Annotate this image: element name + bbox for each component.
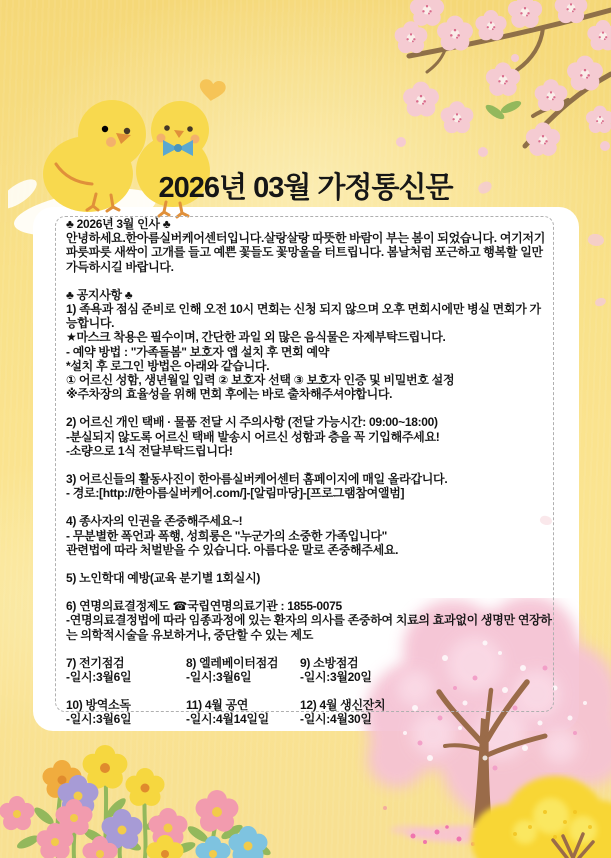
schedule-title: 7) 전기점검 bbox=[66, 655, 125, 670]
schedule-date: -일시:3월6일 bbox=[186, 670, 252, 685]
notice-line: ① 어르신 성함, 생년월일 입력 ② 보호자 선택 ③ 보호자 인증 및 비밀번호 설정 bbox=[66, 373, 455, 388]
notice-line: 관련법에 따라 처벌받을 수 있습니다. 아름다운 말로 존중해주세요. bbox=[66, 542, 399, 557]
notice-line: 5) 노인학대 예방(교육 분기별 1회실시) bbox=[66, 571, 261, 586]
notice-line: ★마스크 착용은 필수이며, 간단한 과일 외 많은 음식물은 자제부탁드립니다. bbox=[66, 330, 446, 345]
schedule-grid bbox=[66, 656, 552, 727]
notice-line: -연명의료결정법에 따라 임종과정에 있는 환자의 의사를 존중하여 치료의 효과없이 생명만 연장하는 의학적시술을 유보하거나, 중단할 수 있는 제도 bbox=[66, 613, 552, 642]
notice-line: *설치 후 로그인 방법은 아래와 같습니다. bbox=[66, 358, 270, 373]
schedule-title: 8) 엘레베이터점검 bbox=[186, 655, 279, 670]
notice-line: -소량으로 1식 전달부탁드립니다! bbox=[66, 443, 233, 458]
schedule-date: -일시:3월6일 bbox=[66, 670, 132, 685]
falling-petal-icon bbox=[594, 297, 606, 307]
schedule-item bbox=[300, 698, 552, 726]
schedule-item bbox=[66, 656, 186, 684]
notice-line: 1) 족욕과 점심 준비로 인해 오전 10시 면회는 신청 되지 않으며 오후 면회시에만 병실 면회가 가능합니다. bbox=[66, 302, 541, 331]
notice-line: 6) 연명의료결정제도 ☎국립연명의료기관 : 1855-0075 bbox=[66, 599, 342, 614]
greeting-heading: ♣ 2026년 3월 인사 ♣ bbox=[66, 217, 171, 231]
schedule-item bbox=[66, 698, 186, 726]
notice-line: - 무분별한 폭언과 폭행, 성희롱은 "누군가의 소중한 가족입니다" bbox=[66, 528, 388, 543]
schedule-title: 12) 4월 생신잔치 bbox=[300, 698, 386, 713]
schedule-date: -일시:4월30일 bbox=[300, 712, 372, 727]
schedule-item bbox=[186, 656, 300, 684]
notice-line: 4) 종사자의 인권을 존중해주세요~! bbox=[66, 514, 243, 529]
notice-heading: ♣ 공지사항 ♣ bbox=[66, 287, 133, 302]
notice-line: - 경로:[http://한아름실버케어.com/]-[알림마당]-[프로그램참여앨범] bbox=[66, 486, 405, 501]
newsletter-title: 2026년 03월 가정통신문 bbox=[158, 172, 453, 204]
notice-line: 3) 어르신들의 활동사진이 한아름실버케어센터 홈페이지에 매일 올라갑니다. bbox=[66, 472, 448, 487]
notice-line: - 예약 방법 : "가족돌봄" 보호자 앱 설치 후 면회 예약 bbox=[66, 344, 330, 359]
newsletter-body bbox=[66, 217, 552, 727]
falling-petal-icon bbox=[587, 232, 606, 248]
notice-line: ※주차장의 효율성을 위해 면회 후에는 바로 출차해주셔야합니다. bbox=[66, 387, 393, 402]
chicks-illustration bbox=[8, 66, 238, 241]
flower-cluster-icon bbox=[0, 730, 348, 858]
greeting-paragraph: 안녕하세요.한아름실버케어센터입니다.살랑살랑 따뜻한 바람이 부는 봄이 되었습니다. 여기저기 파릇파릇 새싹이 고개를 들고 예쁜 꽃들도 꽃망울을 터트립니다. 봄날처럼 포근하고 행복할 일만 가득하시길 바랍니다. bbox=[66, 231, 545, 274]
schedule-title: 9) 소방점검 bbox=[300, 655, 359, 670]
schedule-title: 11) 4월 공연 bbox=[186, 698, 249, 713]
heart-icon bbox=[198, 78, 227, 102]
schedule-date: -일시:4월14일일 bbox=[186, 712, 269, 727]
notice-line: 2) 어르신 개인 택배 · 물품 전달 시 주의사항 (전달 가능시간: 09:00~18:00) bbox=[66, 415, 438, 430]
schedule-date: -일시:3월6일 bbox=[66, 712, 132, 727]
forsythia-bush-icon bbox=[455, 772, 611, 858]
schedule-title: 10) 방역소독 bbox=[66, 698, 131, 713]
notice-line: -분실되지 않도록 어르신 택배 발송시 어르신 성함과 층을 꼭 기입해주세요! bbox=[66, 429, 440, 444]
schedule-item bbox=[186, 698, 300, 726]
schedule-date: -일시:3월20일 bbox=[300, 670, 372, 685]
cherry-blossom-branch-icon bbox=[375, 0, 611, 168]
schedule-item bbox=[300, 656, 552, 684]
